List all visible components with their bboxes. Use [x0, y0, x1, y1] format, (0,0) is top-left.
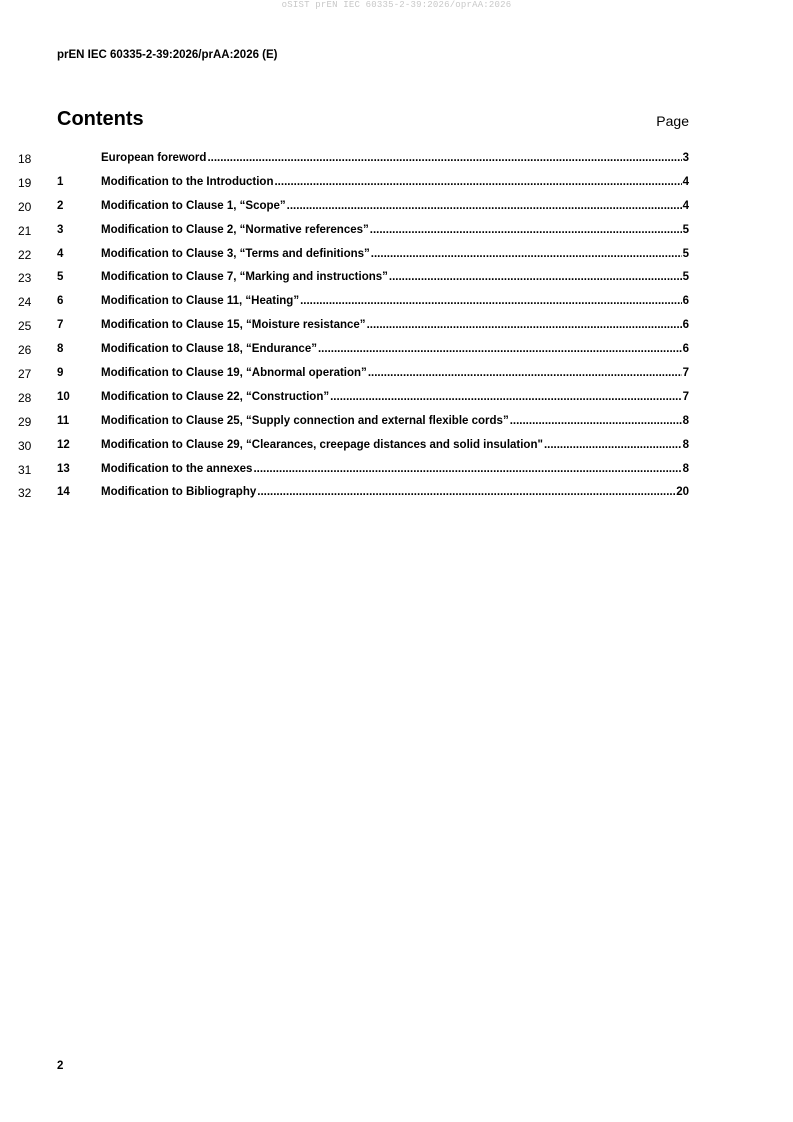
- section-title: Modification to Clause 25, “Supply connection and external flexible cords”: [101, 414, 509, 427]
- section-page-number: 6: [682, 343, 689, 356]
- line-number: 29: [18, 414, 32, 429]
- section-title: Modification to Clause 3, “Terms and definitions”: [101, 247, 370, 260]
- section-number: 5: [57, 271, 64, 284]
- line-number: 18: [18, 152, 32, 166]
- section-title: Modification to Clause 22, “Construction”: [101, 390, 330, 403]
- section-title: Modification to Clause 18, “Endurance”: [101, 343, 317, 356]
- dot-leader: [389, 271, 682, 283]
- section-number: 4: [57, 247, 64, 260]
- section-number: 12: [57, 438, 70, 451]
- contents-heading: Contents: [57, 108, 144, 130]
- dot-leader: [257, 486, 675, 498]
- section-number: 10: [57, 390, 70, 403]
- dot-leader: [318, 343, 682, 355]
- dot-leader: [207, 152, 681, 164]
- section-title: Modification to Clause 7, “Marking and instructions”: [101, 271, 388, 284]
- toc-row: [0, 293, 793, 317]
- document-identifier: prEN IEC 60335-2-39:2026/prAA:2026 (E): [57, 49, 278, 61]
- section-page-number: 4: [682, 199, 689, 212]
- line-number: 19: [18, 175, 32, 190]
- dot-leader: [253, 463, 681, 475]
- section-title: Modification to Clause 15, “Moisture resistance”: [101, 319, 366, 332]
- line-number: 31: [18, 462, 32, 477]
- section-number: 8: [57, 343, 64, 356]
- section-number: 3: [57, 223, 64, 236]
- section-number: 7: [57, 319, 64, 332]
- table-of-contents: [0, 150, 793, 508]
- dot-leader: [274, 176, 681, 188]
- line-number: 22: [18, 247, 32, 262]
- section-title: Modification to the Introduction: [101, 175, 274, 188]
- section-page-number: 8: [682, 414, 689, 427]
- toc-entry-link[interactable]: [57, 176, 689, 188]
- line-number: 20: [18, 199, 32, 214]
- section-page-number: 3: [682, 152, 689, 164]
- toc-row: [0, 174, 793, 198]
- line-number: 23: [18, 271, 32, 286]
- toc-entry-link[interactable]: [57, 439, 689, 451]
- watermark-text: oSIST prEN IEC 60335-2-39:2026/oprAA:2026: [281, 0, 512, 10]
- toc-row: [0, 150, 793, 174]
- section-page-number: 5: [682, 223, 689, 236]
- toc-row: [0, 437, 793, 461]
- section-page-number: 8: [682, 462, 689, 475]
- toc-entry-link[interactable]: [57, 343, 689, 355]
- section-title: Modification to Clause 29, “Clearances, creepage distances and solid insulation": [101, 438, 543, 451]
- dot-leader: [330, 391, 681, 403]
- toc-entry-link[interactable]: [57, 391, 689, 403]
- toc-entry-link[interactable]: [57, 319, 689, 331]
- toc-entry-link[interactable]: [57, 415, 689, 427]
- dot-leader: [370, 224, 682, 236]
- line-number: 25: [18, 319, 32, 334]
- section-page-number: 5: [682, 271, 689, 284]
- toc-row: [0, 365, 793, 389]
- line-number: 24: [18, 295, 32, 310]
- line-number: 30: [18, 438, 32, 453]
- section-page-number: 4: [682, 175, 689, 188]
- toc-row: [0, 198, 793, 222]
- section-number: 2: [57, 199, 64, 212]
- toc-row: [0, 269, 793, 293]
- section-number: 9: [57, 367, 64, 380]
- toc-entry-link[interactable]: [57, 248, 689, 260]
- line-number: 32: [18, 486, 32, 501]
- dot-leader: [300, 295, 682, 307]
- toc-row: [0, 413, 793, 437]
- section-page-number: 20: [676, 486, 689, 499]
- section-page-number: 8: [682, 438, 689, 451]
- section-title: Modification to Clause 11, “Heating”: [101, 295, 300, 308]
- section-page-number: 6: [682, 295, 689, 308]
- toc-entry-link[interactable]: [57, 152, 689, 164]
- toc-entry-link[interactable]: [57, 271, 689, 283]
- toc-row: [0, 461, 793, 485]
- section-page-number: 6: [682, 319, 689, 332]
- toc-entry-link[interactable]: [57, 224, 689, 236]
- toc-row: [0, 341, 793, 365]
- toc-row: [0, 484, 793, 508]
- section-page-number: 7: [682, 367, 689, 380]
- line-number: 26: [18, 343, 32, 358]
- dot-leader: [510, 415, 682, 427]
- toc-row: [0, 222, 793, 246]
- toc-entry-link[interactable]: [57, 295, 689, 307]
- toc-entry-link[interactable]: [57, 463, 689, 475]
- section-title: Modification to Clause 2, “Normative references”: [101, 223, 369, 236]
- line-number: 27: [18, 367, 32, 382]
- section-title: Modification to Clause 19, “Abnormal operation”: [101, 367, 367, 380]
- section-number: 14: [57, 486, 70, 499]
- dot-leader: [287, 200, 682, 212]
- toc-entry-link[interactable]: [57, 486, 689, 498]
- line-number: 28: [18, 390, 32, 405]
- section-number: 11: [57, 414, 70, 427]
- dot-leader: [367, 319, 682, 331]
- section-title: Modification to the annexes: [101, 462, 253, 475]
- dot-leader: [544, 439, 682, 451]
- toc-row: [0, 389, 793, 413]
- toc-row: [0, 246, 793, 270]
- page-column-label: Page: [656, 113, 689, 129]
- section-title: European foreword: [101, 152, 207, 164]
- toc-entry-link[interactable]: [57, 367, 689, 379]
- section-title: Modification to Bibliography: [101, 486, 257, 499]
- dot-leader: [371, 248, 682, 260]
- line-number: 21: [18, 223, 32, 238]
- toc-entry-link[interactable]: [57, 200, 689, 212]
- section-title: Modification to Clause 1, “Scope”: [101, 199, 286, 212]
- section-number: 1: [57, 175, 64, 188]
- section-number: 13: [57, 462, 70, 475]
- section-page-number: 5: [682, 247, 689, 260]
- dot-leader: [368, 367, 682, 379]
- page-number: 2: [57, 1060, 64, 1072]
- section-page-number: 7: [682, 390, 689, 403]
- toc-row: [0, 317, 793, 341]
- section-number: 6: [57, 295, 64, 308]
